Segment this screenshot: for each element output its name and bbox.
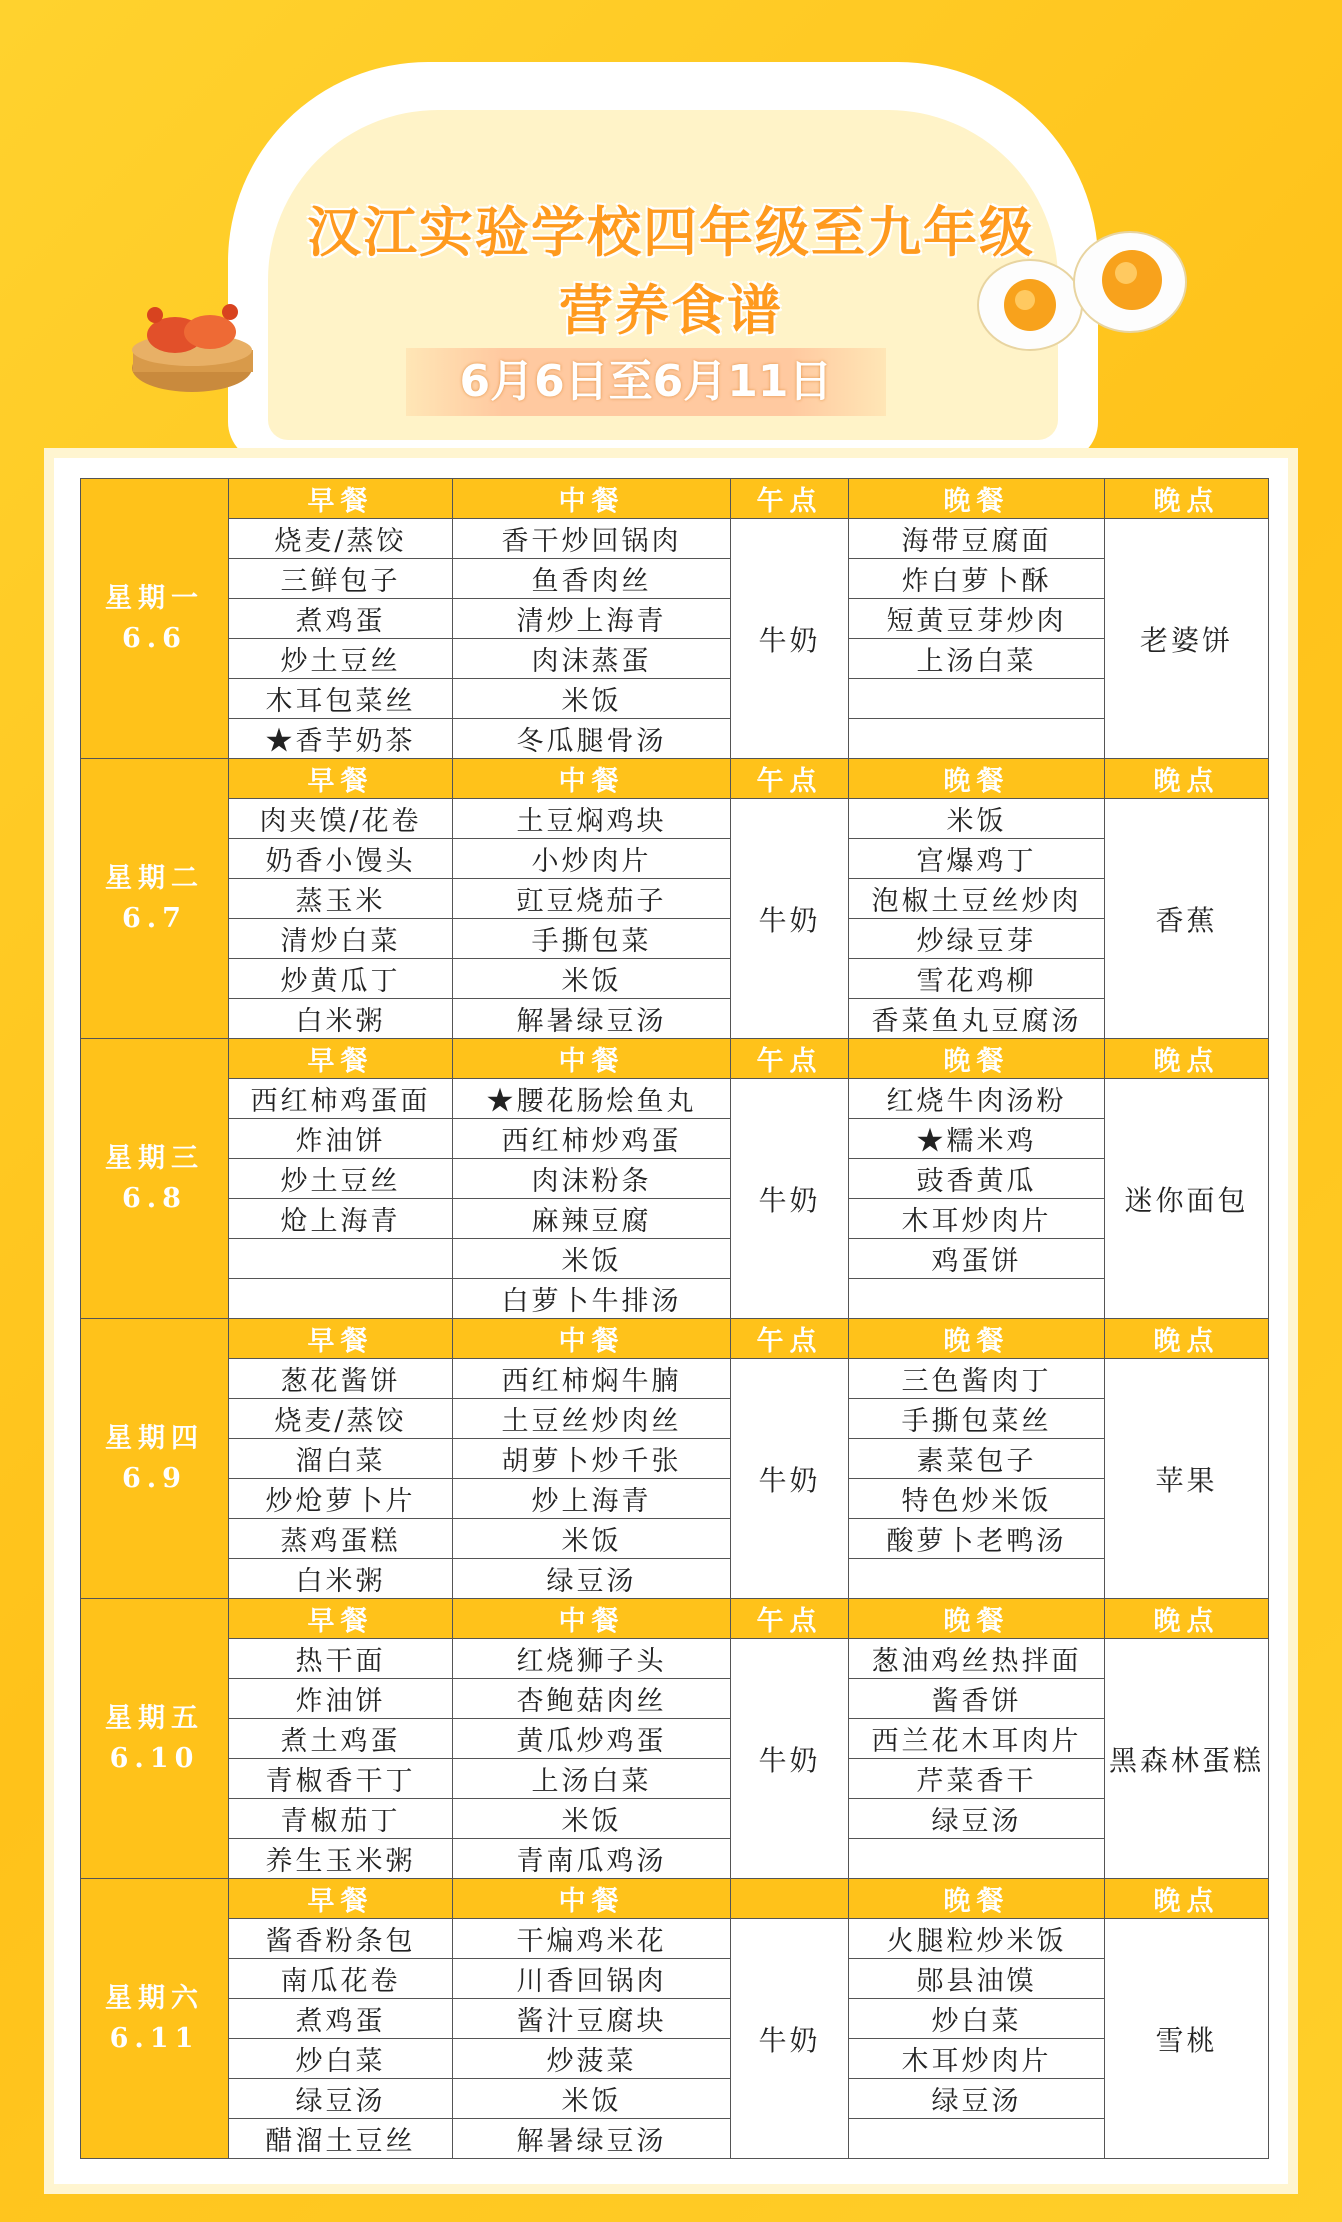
lunch-item: 酱汁豆腐块 xyxy=(453,1999,731,2039)
column-header: 晚点 xyxy=(1105,479,1269,519)
menu-row xyxy=(81,2119,1269,2159)
day-label xyxy=(81,479,229,759)
column-header: 早餐 xyxy=(229,479,453,519)
lunch-item: 上汤白菜 xyxy=(453,1759,731,1799)
evening-snack: 香蕉 xyxy=(1105,799,1269,1039)
menu-row xyxy=(81,679,1269,719)
day-label xyxy=(81,1599,229,1879)
menu-row xyxy=(81,1279,1269,1319)
lunch-item: 干煸鸡米花 xyxy=(453,1919,731,1959)
menu-row xyxy=(81,839,1269,879)
dinner-item: 素菜包子 xyxy=(849,1439,1105,1479)
column-header: 晚点 xyxy=(1105,1879,1269,1919)
menu-row xyxy=(81,1239,1269,1279)
evening-snack: 迷你面包 xyxy=(1105,1079,1269,1319)
breakfast-item: 白米粥 xyxy=(229,1559,453,1599)
breakfast-item: 奶香小馒头 xyxy=(229,839,453,879)
column-header: 晚餐 xyxy=(849,759,1105,799)
lunch-item: 炒菠菜 xyxy=(453,2039,731,2079)
dinner-item: 泡椒土豆丝炒肉 xyxy=(849,879,1105,919)
dinner-item: 豉香黄瓜 xyxy=(849,1159,1105,1199)
column-header: 早餐 xyxy=(229,759,453,799)
column-header: 早餐 xyxy=(229,1319,453,1359)
lunch-item: 小炒肉片 xyxy=(453,839,731,879)
dinner-item: 红烧牛肉汤粉 xyxy=(849,1079,1105,1119)
day-header-row xyxy=(81,1039,1269,1079)
dinner-item: 宫爆鸡丁 xyxy=(849,839,1105,879)
breakfast-item: 炒炝萝卜片 xyxy=(229,1479,453,1519)
column-header: 中餐 xyxy=(453,479,731,519)
dinner-item: 绿豆汤 xyxy=(849,1799,1105,1839)
menu-row xyxy=(81,1519,1269,1559)
menu-row xyxy=(81,1919,1269,1959)
lunch-item: 解暑绿豆汤 xyxy=(453,999,731,1039)
column-header: 晚点 xyxy=(1105,1599,1269,1639)
lunch-item: 米饭 xyxy=(453,1799,731,1839)
dinner-item: 绿豆汤 xyxy=(849,2079,1105,2119)
menu-row xyxy=(81,1759,1269,1799)
lunch-item: 胡萝卜炒千张 xyxy=(453,1439,731,1479)
breakfast-item: 炝上海青 xyxy=(229,1199,453,1239)
lunch-item: 清炒上海青 xyxy=(453,599,731,639)
menu-row xyxy=(81,1959,1269,1999)
evening-snack: 黑森林蛋糕 xyxy=(1105,1639,1269,1879)
afternoon-snack: 牛奶 xyxy=(731,1359,849,1599)
breakfast-item: 南瓜花卷 xyxy=(229,1959,453,1999)
weekday-label: 星期一 xyxy=(105,582,204,614)
menu-row xyxy=(81,559,1269,599)
lunch-item: 炒上海青 xyxy=(453,1479,731,1519)
lunch-item: 米饭 xyxy=(453,1239,731,1279)
column-header: 中餐 xyxy=(453,1319,731,1359)
day-label xyxy=(81,1319,229,1599)
date-label: 6.6 xyxy=(122,622,187,654)
breakfast-item: 青椒香干丁 xyxy=(229,1759,453,1799)
menu-row xyxy=(81,1439,1269,1479)
day-header-row xyxy=(81,759,1269,799)
day-header-row xyxy=(81,1599,1269,1639)
column-header: 晚点 xyxy=(1105,1039,1269,1079)
lunch-item: 米饭 xyxy=(453,2079,731,2119)
breakfast-item: 炸油饼 xyxy=(229,1119,453,1159)
page-subtitle: 营养食谱 xyxy=(559,279,783,342)
afternoon-snack: 牛奶 xyxy=(731,519,849,759)
lunch-item: 肉沫蒸蛋 xyxy=(453,639,731,679)
column-header: 午点 xyxy=(731,1039,849,1079)
column-header: 中餐 xyxy=(453,759,731,799)
breakfast-item xyxy=(229,1279,453,1319)
lunch-item: 鱼香肉丝 xyxy=(453,559,731,599)
page-title: 汉江实验学校四年级至九年级 xyxy=(307,201,1035,264)
breakfast-item: 绿豆汤 xyxy=(229,2079,453,2119)
column-header: 早餐 xyxy=(229,1039,453,1079)
column-header: 晚餐 xyxy=(849,1039,1105,1079)
menu-row xyxy=(81,1079,1269,1119)
column-header: 晚餐 xyxy=(849,1879,1105,1919)
date-range-banner: 6月6日至6月11日 xyxy=(406,348,886,416)
menu-row xyxy=(81,1399,1269,1439)
breakfast-item: 白米粥 xyxy=(229,999,453,1039)
menu-table xyxy=(80,478,1269,2159)
lunch-item: 川香回锅肉 xyxy=(453,1959,731,1999)
dinner-item: 火腿粒炒米饭 xyxy=(849,1919,1105,1959)
day-label xyxy=(81,1039,229,1319)
dinner-item: 酸萝卜老鸭汤 xyxy=(849,1519,1105,1559)
dinner-item xyxy=(849,2119,1105,2159)
date-label: 6.8 xyxy=(122,1182,187,1214)
breakfast-item: 煮土鸡蛋 xyxy=(229,1719,453,1759)
afternoon-snack: 牛奶 xyxy=(731,1639,849,1879)
lunch-item: 麻辣豆腐 xyxy=(453,1199,731,1239)
day-header-row xyxy=(81,479,1269,519)
date-label: 6.10 xyxy=(109,1742,200,1774)
column-header xyxy=(731,1879,849,1919)
breakfast-item: 烧麦/蒸饺 xyxy=(229,1399,453,1439)
menu-row xyxy=(81,1839,1269,1879)
menu-row xyxy=(81,879,1269,919)
breakfast-item: 炒土豆丝 xyxy=(229,1159,453,1199)
lunch-item: 米饭 xyxy=(453,1519,731,1559)
menu-row xyxy=(81,519,1269,559)
dinner-item: 米饭 xyxy=(849,799,1105,839)
column-header: 午点 xyxy=(731,1319,849,1359)
breakfast-item: 葱花酱饼 xyxy=(229,1359,453,1399)
breakfast-item: 炒黄瓜丁 xyxy=(229,959,453,999)
lunch-item: 黄瓜炒鸡蛋 xyxy=(453,1719,731,1759)
evening-snack: 苹果 xyxy=(1105,1359,1269,1599)
lunch-item: 解暑绿豆汤 xyxy=(453,2119,731,2159)
weekday-label: 星期六 xyxy=(105,1982,204,2014)
menu-row xyxy=(81,1199,1269,1239)
breakfast-item: ★香芋奶茶 xyxy=(229,719,453,759)
lunch-item: ★腰花肠烩鱼丸 xyxy=(453,1079,731,1119)
breakfast-item: 炒土豆丝 xyxy=(229,639,453,679)
day-label xyxy=(81,759,229,1039)
dinner-item: ★糯米鸡 xyxy=(849,1119,1105,1159)
lunch-item: 米饭 xyxy=(453,679,731,719)
lunch-item: 肉沫粉条 xyxy=(453,1159,731,1199)
menu-row xyxy=(81,2079,1269,2119)
menu-row xyxy=(81,1719,1269,1759)
lunch-item: 红烧狮子头 xyxy=(453,1639,731,1679)
breakfast-item: 醋溜土豆丝 xyxy=(229,2119,453,2159)
dinner-item: 葱油鸡丝热拌面 xyxy=(849,1639,1105,1679)
weekday-label: 星期四 xyxy=(105,1422,204,1454)
menu-row xyxy=(81,719,1269,759)
menu-row xyxy=(81,599,1269,639)
menu-row xyxy=(81,999,1269,1039)
column-header: 中餐 xyxy=(453,1039,731,1079)
column-header: 晚餐 xyxy=(849,1319,1105,1359)
dinner-item: 炸白萝卜酥 xyxy=(849,559,1105,599)
breakfast-item: 炒白菜 xyxy=(229,2039,453,2079)
dinner-item: 炒白菜 xyxy=(849,1999,1105,2039)
dinner-item xyxy=(849,1559,1105,1599)
menu-row xyxy=(81,1999,1269,2039)
lunch-item: 冬瓜腿骨汤 xyxy=(453,719,731,759)
date-label: 6.7 xyxy=(122,902,187,934)
dinner-item xyxy=(849,719,1105,759)
menu-row xyxy=(81,1359,1269,1399)
dinner-item xyxy=(849,679,1105,719)
dinner-item: 芹菜香干 xyxy=(849,1759,1105,1799)
breakfast-item: 青椒茄丁 xyxy=(229,1799,453,1839)
dinner-item: 特色炒米饭 xyxy=(849,1479,1105,1519)
dinner-item: 手撕包菜丝 xyxy=(849,1399,1105,1439)
weekday-label: 星期二 xyxy=(105,862,204,894)
weekday-label: 星期五 xyxy=(105,1702,204,1734)
breakfast-item: 酱香粉条包 xyxy=(229,1919,453,1959)
dinner-item: 短黄豆芽炒肉 xyxy=(849,599,1105,639)
column-header: 晚点 xyxy=(1105,1319,1269,1359)
column-header: 早餐 xyxy=(229,1879,453,1919)
column-header: 中餐 xyxy=(453,1879,731,1919)
dinner-item: 西兰花木耳肉片 xyxy=(849,1719,1105,1759)
dinner-item: 三色酱肉丁 xyxy=(849,1359,1105,1399)
breakfast-item: 蒸玉米 xyxy=(229,879,453,919)
breakfast-item: 养生玉米粥 xyxy=(229,1839,453,1879)
column-header: 晚餐 xyxy=(849,479,1105,519)
menu-row xyxy=(81,919,1269,959)
breakfast-item: 肉夹馍/花卷 xyxy=(229,799,453,839)
lunch-item: 杏鲍菇肉丝 xyxy=(453,1679,731,1719)
dinner-item: 酱香饼 xyxy=(849,1679,1105,1719)
dinner-item: 木耳炒肉片 xyxy=(849,2039,1105,2079)
breakfast-item: 煮鸡蛋 xyxy=(229,599,453,639)
lunch-item: 绿豆汤 xyxy=(453,1559,731,1599)
column-header: 午点 xyxy=(731,479,849,519)
column-header: 午点 xyxy=(731,759,849,799)
lunch-item: 豇豆烧茄子 xyxy=(453,879,731,919)
date-label: 6.11 xyxy=(109,2022,200,2054)
day-header-row xyxy=(81,1319,1269,1359)
column-header: 中餐 xyxy=(453,1599,731,1639)
breakfast-item: 木耳包菜丝 xyxy=(229,679,453,719)
day-header-row xyxy=(81,1879,1269,1919)
dinner-item: 炒绿豆芽 xyxy=(849,919,1105,959)
lunch-item: 手撕包菜 xyxy=(453,919,731,959)
column-header: 晚餐 xyxy=(849,1599,1105,1639)
dinner-item xyxy=(849,1279,1105,1319)
dinner-item: 木耳炒肉片 xyxy=(849,1199,1105,1239)
breakfast-item: 烧麦/蒸饺 xyxy=(229,519,453,559)
evening-snack: 老婆饼 xyxy=(1105,519,1269,759)
dinner-item: 雪花鸡柳 xyxy=(849,959,1105,999)
menu-row xyxy=(81,1799,1269,1839)
menu-row xyxy=(81,1159,1269,1199)
breakfast-item: 热干面 xyxy=(229,1639,453,1679)
column-header: 早餐 xyxy=(229,1599,453,1639)
lunch-item: 西红柿焖牛腩 xyxy=(453,1359,731,1399)
breakfast-item: 清炒白菜 xyxy=(229,919,453,959)
lunch-item: 白萝卜牛排汤 xyxy=(453,1279,731,1319)
dinner-item: 鸡蛋饼 xyxy=(849,1239,1105,1279)
lunch-item: 土豆丝炒肉丝 xyxy=(453,1399,731,1439)
breakfast-item: 蒸鸡蛋糕 xyxy=(229,1519,453,1559)
column-header: 午点 xyxy=(731,1599,849,1639)
lunch-item: 西红柿炒鸡蛋 xyxy=(453,1119,731,1159)
dinner-item xyxy=(849,1839,1105,1879)
menu-row xyxy=(81,1679,1269,1719)
dinner-item: 香菜鱼丸豆腐汤 xyxy=(849,999,1105,1039)
dinner-item: 上汤白菜 xyxy=(849,639,1105,679)
breakfast-item: 溜白菜 xyxy=(229,1439,453,1479)
dinner-item: 郧县油馍 xyxy=(849,1959,1105,1999)
menu-row xyxy=(81,799,1269,839)
breakfast-item: 三鲜包子 xyxy=(229,559,453,599)
afternoon-snack: 牛奶 xyxy=(731,1919,849,2159)
date-label: 6.9 xyxy=(122,1462,187,1494)
menu-row xyxy=(81,1559,1269,1599)
column-header: 晚点 xyxy=(1105,759,1269,799)
weekday-label: 星期三 xyxy=(105,1142,204,1174)
afternoon-snack: 牛奶 xyxy=(731,799,849,1039)
dinner-item: 海带豆腐面 xyxy=(849,519,1105,559)
menu-row xyxy=(81,1119,1269,1159)
breakfast-item: 西红柿鸡蛋面 xyxy=(229,1079,453,1119)
lunch-item: 米饭 xyxy=(453,959,731,999)
menu-row xyxy=(81,959,1269,999)
afternoon-snack: 牛奶 xyxy=(731,1079,849,1319)
menu-row xyxy=(81,1479,1269,1519)
breakfast-item: 炸油饼 xyxy=(229,1679,453,1719)
lunch-item: 青南瓜鸡汤 xyxy=(453,1839,731,1879)
day-label xyxy=(81,1879,229,2159)
menu-row xyxy=(81,2039,1269,2079)
menu-row xyxy=(81,1639,1269,1679)
menu-row xyxy=(81,639,1269,679)
lunch-item: 土豆焖鸡块 xyxy=(453,799,731,839)
evening-snack: 雪桃 xyxy=(1105,1919,1269,2159)
lunch-item: 香干炒回锅肉 xyxy=(453,519,731,559)
breakfast-item xyxy=(229,1239,453,1279)
breakfast-item: 煮鸡蛋 xyxy=(229,1999,453,2039)
